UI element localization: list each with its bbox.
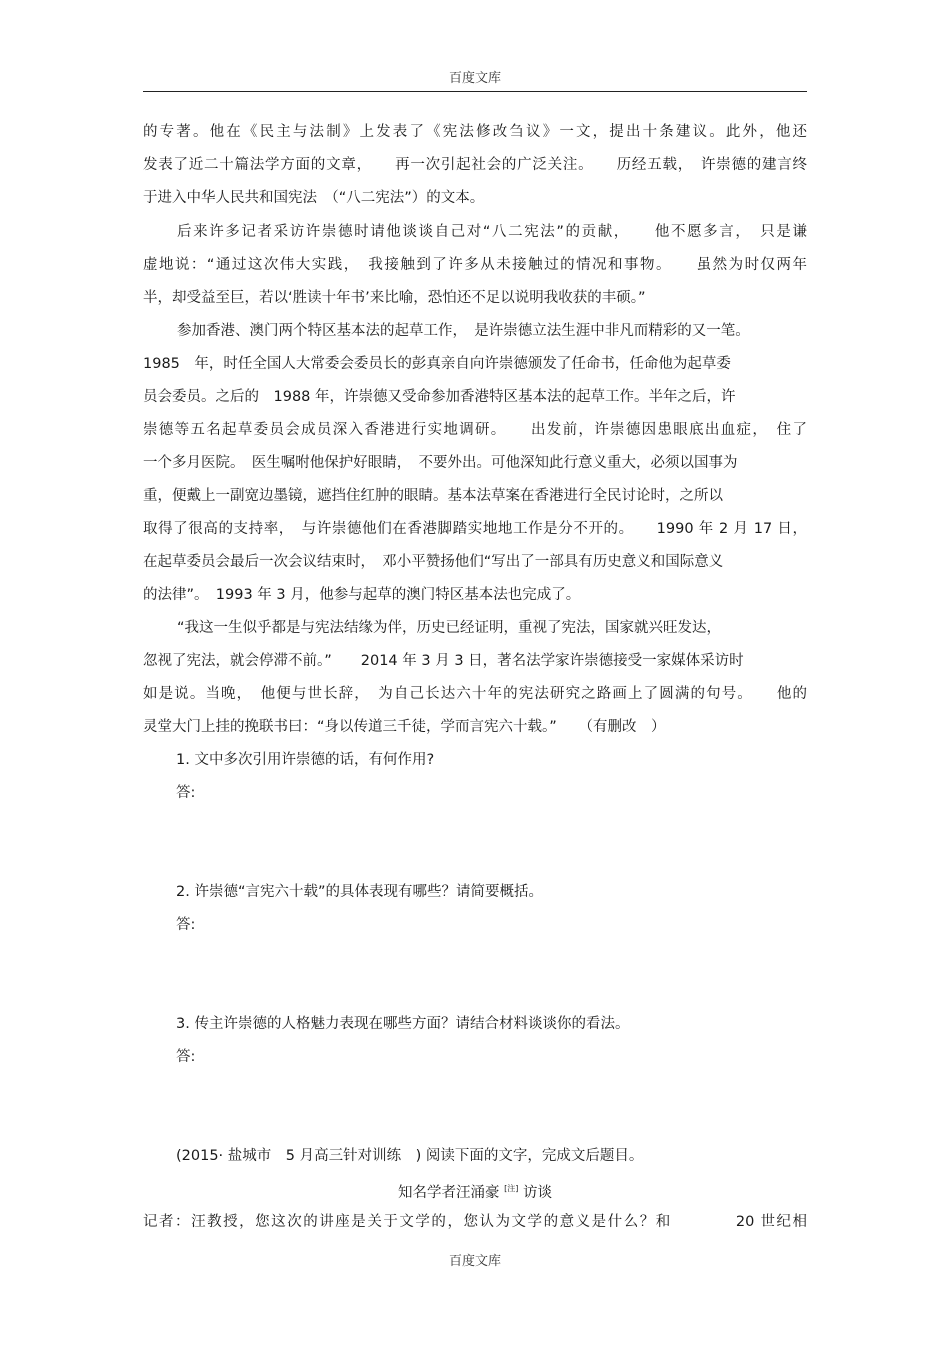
interview-first-line: 记者：汪教授，您这次的讲座是关于文学的，您认为文学的意义是什么？和 20 世纪相 xyxy=(143,1214,807,1230)
paragraph-line: 于进入中华人民共和国宪法 （“八二宪法”）的文本。 xyxy=(143,190,485,206)
paragraph-line: 重，便戴上一副宽边墨镜，遮挡住红肿的眼睛。基本法草案在香港进行全民讨论时，之所以 xyxy=(143,488,723,504)
answer-label-3: 答: xyxy=(176,1049,196,1065)
paragraph-line: 1985 年，时任全国人大常委会委员长的彭真亲自向许崇德颁发了任命书，任命他为起草委 xyxy=(143,356,731,372)
answer-label-1: 答: xyxy=(176,785,196,801)
header-divider xyxy=(143,91,807,92)
question-1: 1. 文中多次引用许崇德的话，有何作用? xyxy=(176,752,435,768)
paragraph-line: “我这一生似乎都是与宪法结缘为伴，历史已经证明，重视了宪法，国家就兴旺发达， xyxy=(177,620,722,636)
paragraph-line: 的法律”。 1993 年 3 月，他参与起草的澳门特区基本法也完成了。 xyxy=(143,587,581,603)
paragraph-line: 后来许多记者采访许崇德时请他谈谈自己对“八二宪法”的贡献， 他不愿多言， 只是谦 xyxy=(177,224,807,240)
footnote-marker: [注] xyxy=(504,1184,519,1193)
paragraph-line: 在起草委员会最后一次会议结束时， 邓小平赞扬他们“写出了一部具有历史意义和国际意义 xyxy=(143,554,724,570)
article-title xyxy=(0,1179,950,1203)
paragraph-line: 一个多月医院。 医生嘱咐他保护好眼睛， 不要外出。可他深知此行意义重大，必须以国事为 xyxy=(143,455,738,471)
paragraph-line: 员会委员。之后的 1988 年，许崇德又受命参加香港特区基本法的起草工作。半年之后，许 xyxy=(143,389,736,405)
paragraph-line: 半，却受益至巨，若以‘胜读十年书’来比喻，恐怕还不足以说明我收获的丰硕。” xyxy=(143,290,646,306)
question-3: 3. 传主许崇德的人格魅力表现在哪些方面？请结合材料谈谈你的看法。 xyxy=(176,1016,630,1032)
page-header: 百度文库 xyxy=(448,71,501,86)
paragraph-line: 虚地说：“通过这次伟大实践， 我接触到了许多从未接触过的情况和事物。 虽然为时仅两年 xyxy=(143,257,807,273)
paragraph-line: 崇德等五名起草委员会成员深入香港进行实地调研。 出发前，许崇德因患眼底出血症， 住了 xyxy=(143,422,807,438)
page-footer: 百度文库 xyxy=(448,1254,501,1269)
paragraph-line: 如是说。当晚， 他便与世长辞， 为自己长达六十年的宪法研究之路画上了圆满的句号。 他的 xyxy=(143,686,807,702)
paragraph-line: 参加香港、澳门两个特区基本法的起草工作， 是许崇德立法生涯中非凡而精彩的又一笔。 xyxy=(177,323,750,339)
paragraph-line: 的专著。他在《民主与法制》上发表了《宪法修改刍议》一文，提出十条建议。此外，他还 xyxy=(143,124,807,140)
paragraph-line: 发表了近二十篇法学方面的文章， 再一次引起社会的广泛关注。 历经五载， 许崇德的建言终 xyxy=(143,157,807,173)
paragraph-line: 灵堂大门上挂的挽联书曰：“身以传道三千徒，学而言宪六十载。” （有删改 ） xyxy=(143,719,666,735)
answer-label-2: 答: xyxy=(176,917,196,933)
article-title-suffix: 访谈 xyxy=(522,1185,552,1201)
reading-intro: (2015· 盐城市 5 月高三针对训练 ) 阅读下面的文字，完成文后题目。 xyxy=(176,1148,644,1164)
article-title-text: 知名学者汪涌豪 xyxy=(398,1185,500,1201)
paragraph-line: 忽视了宪法，就会停滞不前。” 2014 年 3 月 3 日，著名法学家许崇德接受一家媒体采访时 xyxy=(143,653,744,669)
paragraph-line: 取得了很高的支持率， 与许崇德他们在香港脚踏实地地工作是分不开的。 1990 年 2 月 17 日， xyxy=(143,521,807,537)
question-2: 2. 许崇德“言宪六十载”的具体表现有哪些？请简要概括。 xyxy=(176,884,543,900)
